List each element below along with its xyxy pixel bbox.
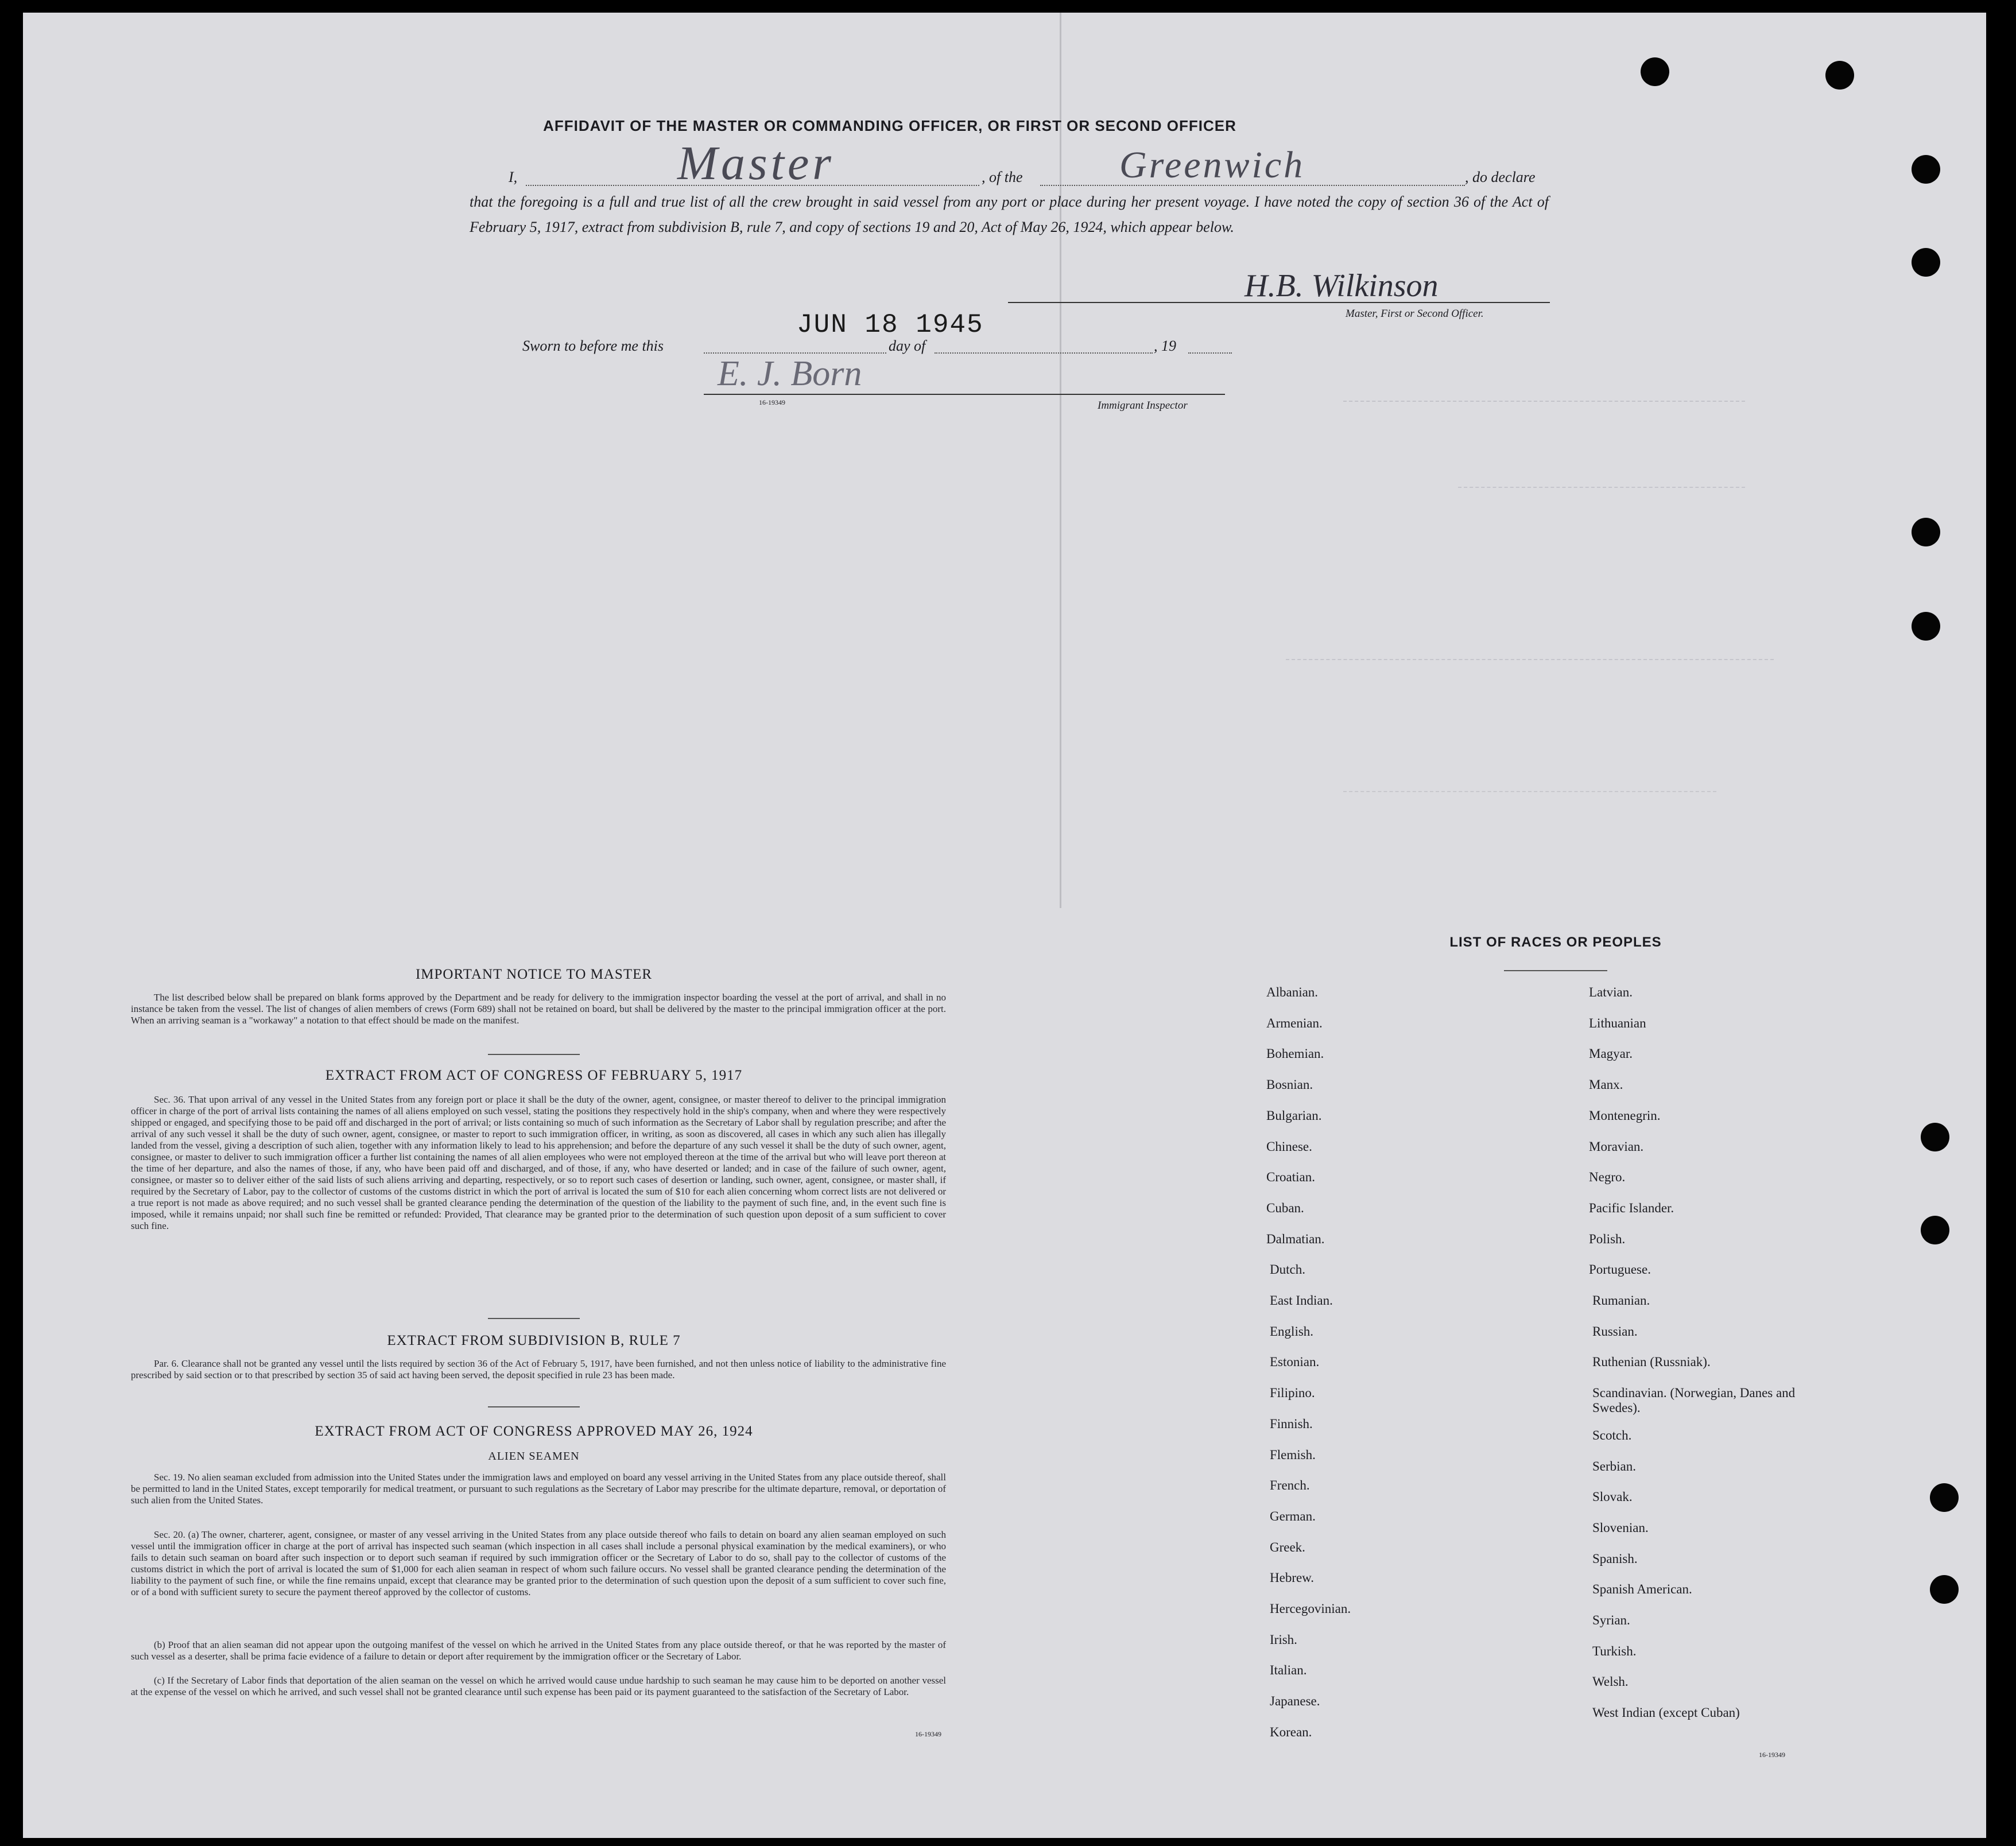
race-item: Dutch. — [1270, 1262, 1305, 1277]
race-item: Rumanian. — [1592, 1293, 1650, 1308]
extract-1924-sec20c: (c) If the Secretary of Labor finds that deportation of the alien seaman on the vessel on which he arrived would cause undue hardship to such seaman he may cause him to be deported on another vessel at the expense of the vessel on which he arrived, and such vessel shall not be granted clearance until such expense has been paid or its payment guaranteed to the satisfaction of the Secretary of Labor. — [131, 1675, 946, 1697]
race-item: Cuban. — [1266, 1201, 1304, 1215]
race-item: Slovak. — [1592, 1490, 1633, 1504]
race-item: German. — [1270, 1509, 1316, 1523]
section-divider — [488, 1406, 580, 1407]
race-item: Montenegrin. — [1589, 1108, 1661, 1123]
race-item: Serbian. — [1592, 1459, 1637, 1473]
race-item: Filipino. — [1270, 1386, 1315, 1400]
date-stamp: JUN 18 1945 — [797, 310, 984, 340]
race-item: Bosnian. — [1266, 1077, 1313, 1092]
bleed-through-mark — [1343, 776, 1716, 792]
affidavit-title: AFFIDAVIT OF THE MASTER OR COMMANDING OFFICER, OR FIRST OR SECOND OFFICER — [543, 117, 1236, 134]
day-of-label: day of — [889, 338, 926, 354]
do-declare-label: , do declare — [1465, 169, 1536, 185]
race-item: East Indian. — [1270, 1293, 1333, 1308]
extract-1924-sec20b: (b) Proof that an alien seaman did not appear upon the outgoing manifest of the vessel on which he arrived in the United States from any place outside thereof, or that he was reported by the master of such vessel as a deserter, shall be prima facie evidence of a failure to detain or deport after requirement by the immigration officer or the Secretary of Labor. — [131, 1639, 946, 1662]
race-item: Welsh. — [1592, 1674, 1629, 1689]
extract-1924-sec20a: Sec. 20. (a) The owner, charterer, agent, consignee, or master of any vessel arriving in the United States from any place outside thereof who fails to detain on board any alien seaman employed on such vessel until the immigration officer in charge at the port of arrival has inspected such seaman (which inspection in all cases shall include a personal physical examination by the medical examiners), or who fails to detain such seaman on board after such inspection or to deport such seaman if required by such immigration officer or the Secretary of Labor to do so, shall pay to the collector of customs of the customs district in which the port of arrival is located the sum of $1,000 for each alien seaman in respect of whom such failure occurs. No vessel shall be granted clearance pending the determination of the liability to the payment of such fine, or while the fine remains unpaid, except that clearance may be granted prior to the determination of such question upon the deposit of a sum sufficient to cover such fine, or of a bond with sufficient surety to secure the payment thereof approved by the collector of customs. — [131, 1529, 946, 1597]
races-title-divider — [1504, 970, 1607, 971]
punch-hole — [1930, 1483, 1959, 1512]
punch-hole — [1825, 61, 1854, 90]
race-item: French. — [1270, 1478, 1310, 1492]
race-item: Croatian. — [1266, 1170, 1315, 1184]
form-number-right: 16-19349 — [1759, 1751, 1785, 1759]
punch-hole — [1912, 248, 1940, 277]
affidavit-body: that the foregoing is a full and true list of all the crew brought in said vessel from any port or place during her present voyage. I have noted the copy of section 36 of the Act of February 5, 1917, extract from subdivision B, rule 7, and copy of sections 19 and 20, Act of May 26, 1924, which appear below. — [470, 193, 1549, 235]
race-item: Chinese. — [1266, 1139, 1312, 1154]
race-item: Italian. — [1270, 1663, 1307, 1677]
extract-1917-title: EXTRACT FROM ACT OF CONGRESS OF FEBRUARY 5, 1917 — [325, 1068, 743, 1083]
officer-signature: H.B. Wilkinson — [1245, 268, 1439, 304]
punch-hole — [1921, 1216, 1949, 1244]
inspector-signature: E. J. Born — [718, 354, 862, 393]
sworn-year-line — [1188, 352, 1232, 354]
extract-rule7-title: EXTRACT FROM SUBDIVISION B, RULE 7 — [387, 1333, 681, 1348]
extract-1924-title: EXTRACT FROM ACT OF CONGRESS APPROVED MAY 26, 1924 — [315, 1424, 753, 1439]
race-item: Portuguese. — [1589, 1262, 1651, 1277]
of-the-label: , of the — [982, 169, 1023, 185]
race-item: English. — [1270, 1324, 1314, 1339]
punch-hole — [1912, 518, 1940, 546]
bleed-through-mark — [1458, 472, 1745, 488]
vessel-handwritten: Greenwich — [1119, 144, 1305, 186]
punch-hole — [1912, 612, 1940, 641]
race-item: Dalmatian. — [1266, 1232, 1325, 1246]
race-item: Negro. — [1589, 1170, 1626, 1184]
extract-rule7-text: Par. 6. Clearance shall not be granted any vessel until the lists required by section 36 of the Act of February 5, 1917, have been furnished, and not then unless notice of liability to the administrative fine prescribed by said section or to that prescribed by section 35 of said act having been served, the deposit specified in rule 23 has been made. — [131, 1358, 946, 1380]
bleed-through-mark — [1343, 386, 1745, 402]
race-item: Albanian. — [1266, 985, 1319, 999]
race-item: Spanish American. — [1592, 1582, 1692, 1596]
inspector-caption: Immigrant Inspector — [1098, 400, 1188, 412]
race-item: Turkish. — [1592, 1644, 1637, 1658]
punch-hole — [1912, 155, 1940, 184]
race-item: Armenian. — [1266, 1016, 1323, 1030]
master-handwritten: Master — [677, 137, 835, 190]
extract-1917-text: Sec. 36. That upon arrival of any vessel in the United States from any foreign port or place it shall be the duty of the owner, agent, consignee, or master thereof to deliver to the principal immigration officer in charge of the port of arrival lists containing the names of all aliens employed on such vessel, stating the positions they respectively hold in the ship's company, when and where they were respectively shipped or engaged, and specifying those to be paid off and discharged in the port of arrival; or lists containing so much of such information as the Secretary of Labor shall by regulation prescribe; and after the arrival of any such vessel it shall be the duty of such owner, agent, consignee, or master to report to such immigration officer, in writing, as soon as discovered, all cases in which any such alien has illegally landed from the vessel, giving a description of such alien, together with any information likely to lead to his apprehension; and before the departure of any such vessel it shall be the duty of such owner, agent, consignee, or master to deliver to such immigration officer a further list containing the names of all alien employees who were not employed thereon at the time of the arrival but who will leave port thereon at the time of her departure, and also the names of those, if any, who have been paid off and discharged, and of those, if any, who have deserted or landed; and in case of the failure of such owner, agent, consignee, or master so to deliver either of the said lists of such aliens arriving and departing, respectively, or so to report such cases of desertion or landing, such owner, agent, consignee, or master shall, if required by the Secretary of Labor, pay to the collector of customs of the customs district in which the port of arrival is located the sum of $10 for each alien concerning whom correct lists are not delivered or a true report is not made as above required; and no such vessel shall be granted clearance pending the determination of the question of the liability to the payment of such fine, and, in the event such fine is imposed, while it remains unpaid; nor shall such fine be remitted or refunded: Provided, That clearance may be granted prior to the determination of such question upon deposit of a sum sufficient to cover such fine. — [131, 1094, 946, 1231]
race-item: Estonian. — [1270, 1355, 1320, 1369]
race-item: Irish. — [1270, 1632, 1297, 1647]
race-item: West Indian (except Cuban) — [1592, 1705, 1740, 1720]
race-item: Hercegovinian. — [1270, 1601, 1351, 1616]
sworn-label: Sworn to before me this — [522, 338, 664, 354]
race-item: Greek. — [1270, 1540, 1305, 1554]
race-item: Hebrew. — [1270, 1570, 1315, 1585]
race-item: Scotch. — [1592, 1428, 1632, 1442]
race-item: Polish. — [1589, 1232, 1626, 1246]
extract-1924-sec19: Sec. 19. No alien seaman excluded from admission into the United States under the immigration laws and employed on board any vessel arriving in the United States from any place outside thereof, shall be permitted to land in the United States, except temporarily for medical treatment, or pursuant to such regulations as the Secretary of Labor may prescribe for the ultimate departure, removal, or deportation of such alien from the United States. — [131, 1472, 946, 1506]
race-item: Spanish. — [1592, 1552, 1638, 1566]
form-number-left: 16-19349 — [915, 1730, 941, 1738]
section-divider — [488, 1054, 580, 1055]
punch-hole — [1641, 57, 1669, 86]
extract-1924-subtitle: ALIEN SEAMEN — [488, 1450, 580, 1463]
race-item: Scandinavian. (Norwegian, Danes and Swedes). — [1592, 1386, 1796, 1415]
race-item: Pacific Islander. — [1589, 1201, 1674, 1215]
race-item: Bohemian. — [1266, 1046, 1324, 1061]
year-label: , 19 — [1154, 338, 1176, 354]
race-item: Manx. — [1589, 1077, 1623, 1092]
section-divider — [488, 1318, 580, 1319]
punch-hole — [1930, 1575, 1959, 1604]
race-item: Syrian. — [1592, 1613, 1630, 1627]
race-item: Korean. — [1270, 1725, 1312, 1739]
race-item: Magyar. — [1589, 1046, 1633, 1061]
affidavit-i-label: I, — [509, 169, 518, 185]
center-fold-line — [1060, 13, 1061, 908]
officer-caption: Master, First or Second Officer. — [1346, 308, 1484, 320]
race-item: Finnish. — [1270, 1417, 1313, 1431]
race-item: Ruthenian (Russniak). — [1592, 1355, 1711, 1369]
sworn-month-line — [935, 352, 1153, 354]
form-number-top: 16-19349 — [759, 398, 785, 406]
race-item: Japanese. — [1270, 1694, 1320, 1708]
punch-hole — [1921, 1123, 1949, 1151]
race-item: Russian. — [1592, 1324, 1638, 1339]
race-item: Lithuanian — [1589, 1016, 1646, 1030]
notice-title: IMPORTANT NOTICE TO MASTER — [415, 967, 653, 982]
race-item: Bulgarian. — [1266, 1108, 1322, 1123]
races-title: LIST OF RACES OR PEOPLES — [1449, 934, 1662, 950]
notice-text: The list described below shall be prepared on blank forms approved by the Department and be ready for delivery to the immigration inspector boarding the vessel at the port of arrival, and shall in no instance be taken from the vessel. The list of changes of alien members of crews (Form 689) shall not be retained on board, but shall be delivered by the master to the principal immigration officer at the port. When an arriving seaman is a "workaway" a notation to that effect should be made on the manifest. — [131, 992, 946, 1026]
race-item: Latvian. — [1589, 985, 1633, 999]
race-item: Moravian. — [1589, 1139, 1644, 1154]
race-item: Flemish. — [1270, 1448, 1316, 1462]
bleed-through-mark — [1286, 644, 1774, 660]
race-item: Slovenian. — [1592, 1521, 1649, 1535]
